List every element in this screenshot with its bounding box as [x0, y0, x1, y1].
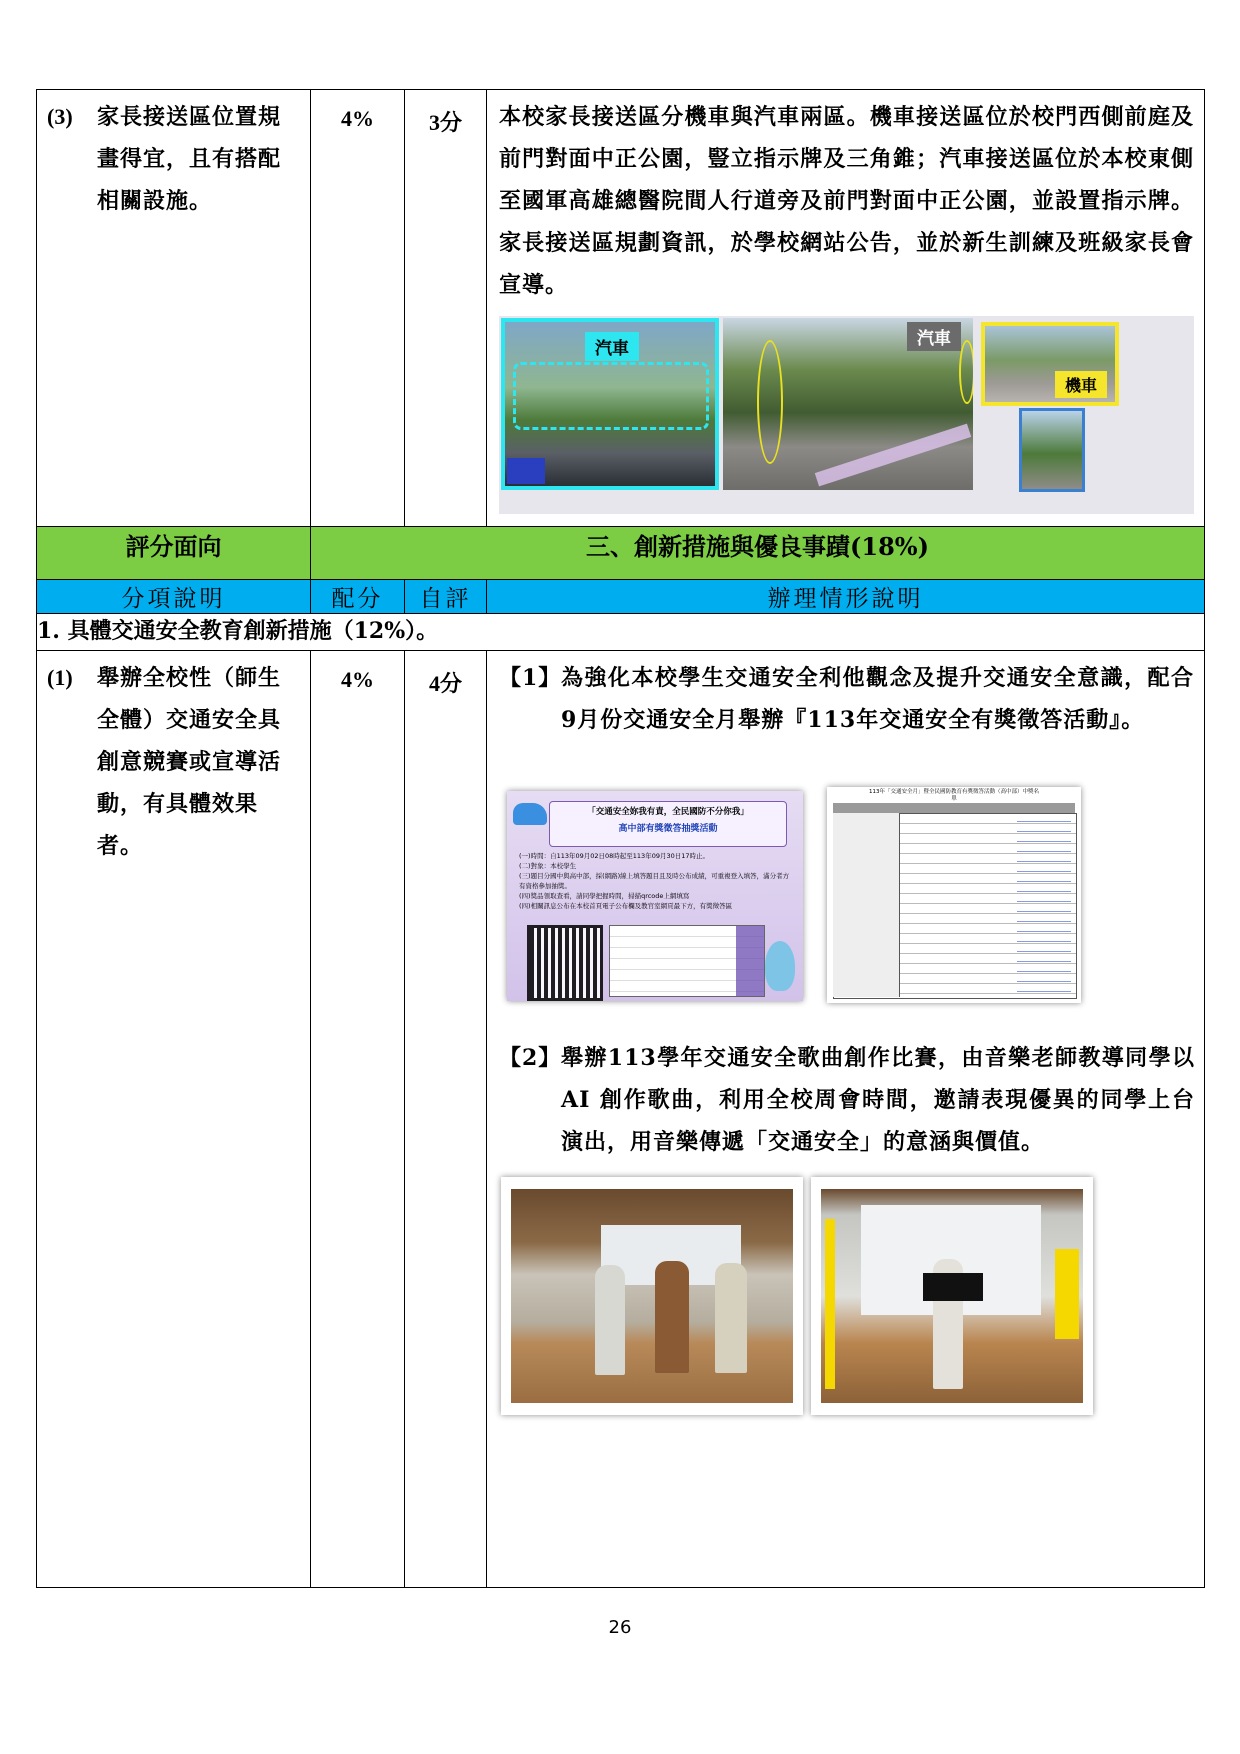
column-header-self-score: 自評: [405, 580, 487, 614]
weight-cell: 4%: [341, 106, 374, 131]
column-header-row: [37, 580, 1205, 614]
bullet-text: 舉辦113學年交通安全歌曲創作比賽，由音樂老師教導同學以 AI 創作歌曲，利用全校周會時間，邀請表現優異的同學上台演出，用音樂傳遞「交通安全」的意涵與價值。: [561, 1045, 1195, 1155]
mascot-icon: [765, 941, 795, 991]
item-number: (1): [47, 665, 73, 690]
item-number: (3): [47, 104, 73, 129]
poster-line: (四)相關訊息公布在本校首頁電子公布欄及教官室網頁最下方，有獎徵答區: [519, 902, 733, 910]
car-label-2: 汽車: [907, 322, 961, 351]
motorcycle-zone-photo: [981, 322, 1119, 406]
car-zone-photo-2: [723, 318, 973, 490]
quiz-activity-poster: [507, 791, 803, 1001]
motorcycle-zone-photo-2: [1019, 408, 1085, 492]
item-description: 家長接送區位置規畫得宜，且有搭配相關設施。: [97, 104, 282, 214]
poster-title: 「交通安全妳我有責，全民國防不分你我」: [587, 807, 749, 817]
poster-subtitle: 高中部有獎徵答抽獎活動: [618, 824, 718, 834]
column-header-item: 分項說明: [37, 580, 311, 614]
item-description: 舉辦全校性（師生全體）交通安全具創意競賽或宣導活動，有具體效果者。: [97, 665, 282, 859]
poster-line: (三)題目分國中與高中部，採(網路)線上填答題目且及時公布成績，可重複登入填答，滿分者方有資格參加抽獎。: [519, 872, 790, 890]
criteria-row-3: [37, 90, 1205, 527]
section-header-row: [37, 527, 1205, 580]
car-zone-photo-1: [501, 318, 719, 490]
criteria-row-1: [37, 651, 1205, 1588]
weight-cell: 4%: [341, 667, 374, 692]
song-performance-photo-2: [811, 1177, 1093, 1415]
bullet-text: 為強化本校學生交通安全利他觀念及提升交通安全意識，配合9月份交通安全月舉辦『113年交通安全有獎徵答活動』。: [561, 665, 1194, 733]
motorcycle-label: 機車: [1055, 371, 1107, 398]
poster-line: (四)獎品領取查看，請同學把握時間，掃描qrcode上網填寫: [519, 892, 690, 900]
prize-table: [609, 925, 765, 997]
subsection-title: 1. 具體交通安全教育創新措施（12%）。: [37, 614, 1205, 651]
self-score-cell: 4分: [428, 671, 462, 696]
pickup-zone-photos: [499, 316, 1194, 514]
winner-list-sheet: [827, 787, 1081, 1003]
implementation-description: 本校家長接送區分機車與汽車兩區。機車接送區位於校門西側前庭及前門對面中正公園，豎立指示牌及三角錐；汽車接送區位於本校東側至國軍高雄總醫院間人行道旁及前門對面中正公園，並設置指示牌。家長接送區規劃資訊，於學校網站公告，並於新生訓練及班級家長會宣導。: [499, 104, 1194, 298]
bullet-marker: 【1】: [499, 665, 562, 691]
car-label-1: 汽車: [585, 332, 639, 361]
poster-line: (二)對象：本校學生: [519, 862, 577, 870]
section-header-title: 三、創新措施與優良事蹟(18%): [311, 527, 1205, 580]
activity-bullet-2: [487, 1037, 1205, 1163]
car-cartoon-icon: [513, 803, 547, 825]
sheet-title: 113年「交通安全月」暨全民國防教育有獎徵答活動（高中部）中獎名單: [868, 789, 1039, 802]
page-number: 26: [608, 1617, 632, 1638]
qr-code-icon: [527, 925, 603, 1001]
subsection-row: [37, 614, 1205, 651]
activity-bullet-1: [487, 657, 1204, 741]
self-score-cell: 3分: [428, 110, 462, 135]
poster-line: (一)時間：自113年09月02日08時起至113年09月30日17時止。: [519, 852, 710, 860]
song-performance-photo-1: [501, 1177, 803, 1415]
column-header-weight: 配分: [311, 580, 405, 614]
section-header-left: 評分面向: [37, 527, 311, 580]
column-header-description: 辦理情形說明: [487, 580, 1205, 614]
bullet-marker: 【2】: [499, 1045, 562, 1071]
